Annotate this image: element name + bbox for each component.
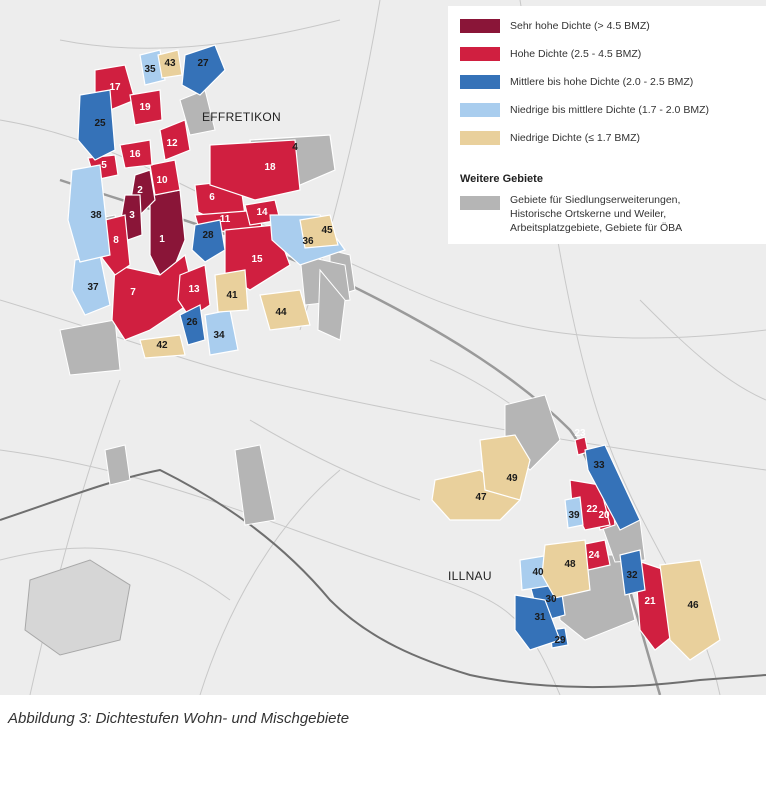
legend-swatch <box>460 196 500 210</box>
zone-label-29: 29 <box>554 635 566 646</box>
place-label-effretikon: EFFRETIKON <box>202 110 282 124</box>
legend-item-high <box>460 46 641 62</box>
zone-label-22: 22 <box>586 504 598 515</box>
map-legend <box>448 6 766 244</box>
zone-label-8: 8 <box>113 235 119 246</box>
zone-label-33: 33 <box>593 460 605 471</box>
legend-item-other <box>460 193 682 235</box>
zone-label-40: 40 <box>532 567 544 578</box>
zone-label-15: 15 <box>251 254 263 265</box>
other-area <box>105 445 130 485</box>
legend-label: Hohe Dichte (2.5 - 4.5 BMZ) <box>510 48 642 60</box>
zone-label-21: 21 <box>644 596 656 607</box>
zone-label-11: 11 <box>219 214 231 225</box>
zone-label-42: 42 <box>156 340 168 351</box>
zone-label-7: 7 <box>130 287 136 298</box>
place-label-illnau: ILLNAU <box>448 569 492 583</box>
zone-label-49: 49 <box>506 473 518 484</box>
zone-label-27: 27 <box>197 58 209 69</box>
zone-label-26: 26 <box>186 317 198 328</box>
zone-label-1: 1 <box>159 234 165 245</box>
zone-label-10: 10 <box>156 175 168 186</box>
legend-label: Niedrige Dichte (≤ 1.7 BMZ) <box>510 132 641 144</box>
legend-other-line: Historische Ortskerne und Weiler, <box>510 208 667 220</box>
zone-label-23: 23 <box>574 428 586 439</box>
zone-label-31: 31 <box>534 612 546 623</box>
zone-label-18: 18 <box>264 162 276 173</box>
zone-label-32: 32 <box>626 570 638 581</box>
zone-label-43: 43 <box>164 58 176 69</box>
zone-label-28: 28 <box>202 230 214 241</box>
legend-label: Mittlere bis hohe Dichte (2.0 - 2.5 BMZ) <box>510 76 694 88</box>
legend-swatch <box>460 131 500 145</box>
legend-swatch <box>460 103 500 117</box>
zone-label-19: 19 <box>139 102 151 113</box>
zone-label-4: 4 <box>292 142 298 153</box>
zone-label-2: 2 <box>137 185 143 196</box>
zone-label-30: 30 <box>545 594 557 605</box>
zone-label-14: 14 <box>256 207 268 218</box>
legend-item-medium-high <box>460 74 693 90</box>
zone-label-5: 5 <box>101 160 107 171</box>
zone-label-48: 48 <box>564 559 576 570</box>
legend-item-low <box>460 130 640 146</box>
zone-label-37: 37 <box>87 282 99 293</box>
legend-other-line: Gebiete für Siedlungserweiterungen, <box>510 194 681 206</box>
zone-label-6: 6 <box>209 192 215 203</box>
zone-label-45: 45 <box>321 225 333 236</box>
zone-label-35: 35 <box>144 64 156 75</box>
zone-label-17: 17 <box>109 82 121 93</box>
legend-label: Niedrige bis mittlere Dichte (1.7 - 2.0 BMZ) <box>510 104 709 116</box>
zone-label-34: 34 <box>213 330 225 341</box>
zone-label-20: 20 <box>598 510 610 521</box>
legend-swatch <box>460 19 500 33</box>
zone-label-47: 47 <box>475 492 487 503</box>
figure-caption: Abbildung 3: Dichtestufen Wohn- und Mischgebiete <box>8 710 350 727</box>
legend-other-heading: Weitere Gebiete <box>460 173 543 185</box>
zone-label-44: 44 <box>275 307 287 318</box>
zone-label-46: 46 <box>687 600 699 611</box>
zone-label-24: 24 <box>588 550 600 561</box>
legend-swatch <box>460 47 500 61</box>
zone-label-39: 39 <box>568 510 580 521</box>
legend-item-low-medium <box>460 102 709 118</box>
legend-label: Sehr hohe Dichte (> 4.5 BMZ) <box>510 20 650 32</box>
zone-label-16: 16 <box>129 149 141 160</box>
zone-label-25: 25 <box>94 118 106 129</box>
other-area <box>60 320 120 375</box>
zone-label-41: 41 <box>226 290 238 301</box>
zone-label-38: 38 <box>90 210 102 221</box>
legend-other-line: Arbeitsplatzgebiete, Gebiete für ÖBA <box>510 222 683 234</box>
zone-label-12: 12 <box>166 138 178 149</box>
zone-label-13: 13 <box>188 284 200 295</box>
zone-label-36: 36 <box>302 236 314 247</box>
zone-label-3: 3 <box>129 210 135 221</box>
legend-item-very-high <box>460 18 650 34</box>
legend-swatch <box>460 75 500 89</box>
